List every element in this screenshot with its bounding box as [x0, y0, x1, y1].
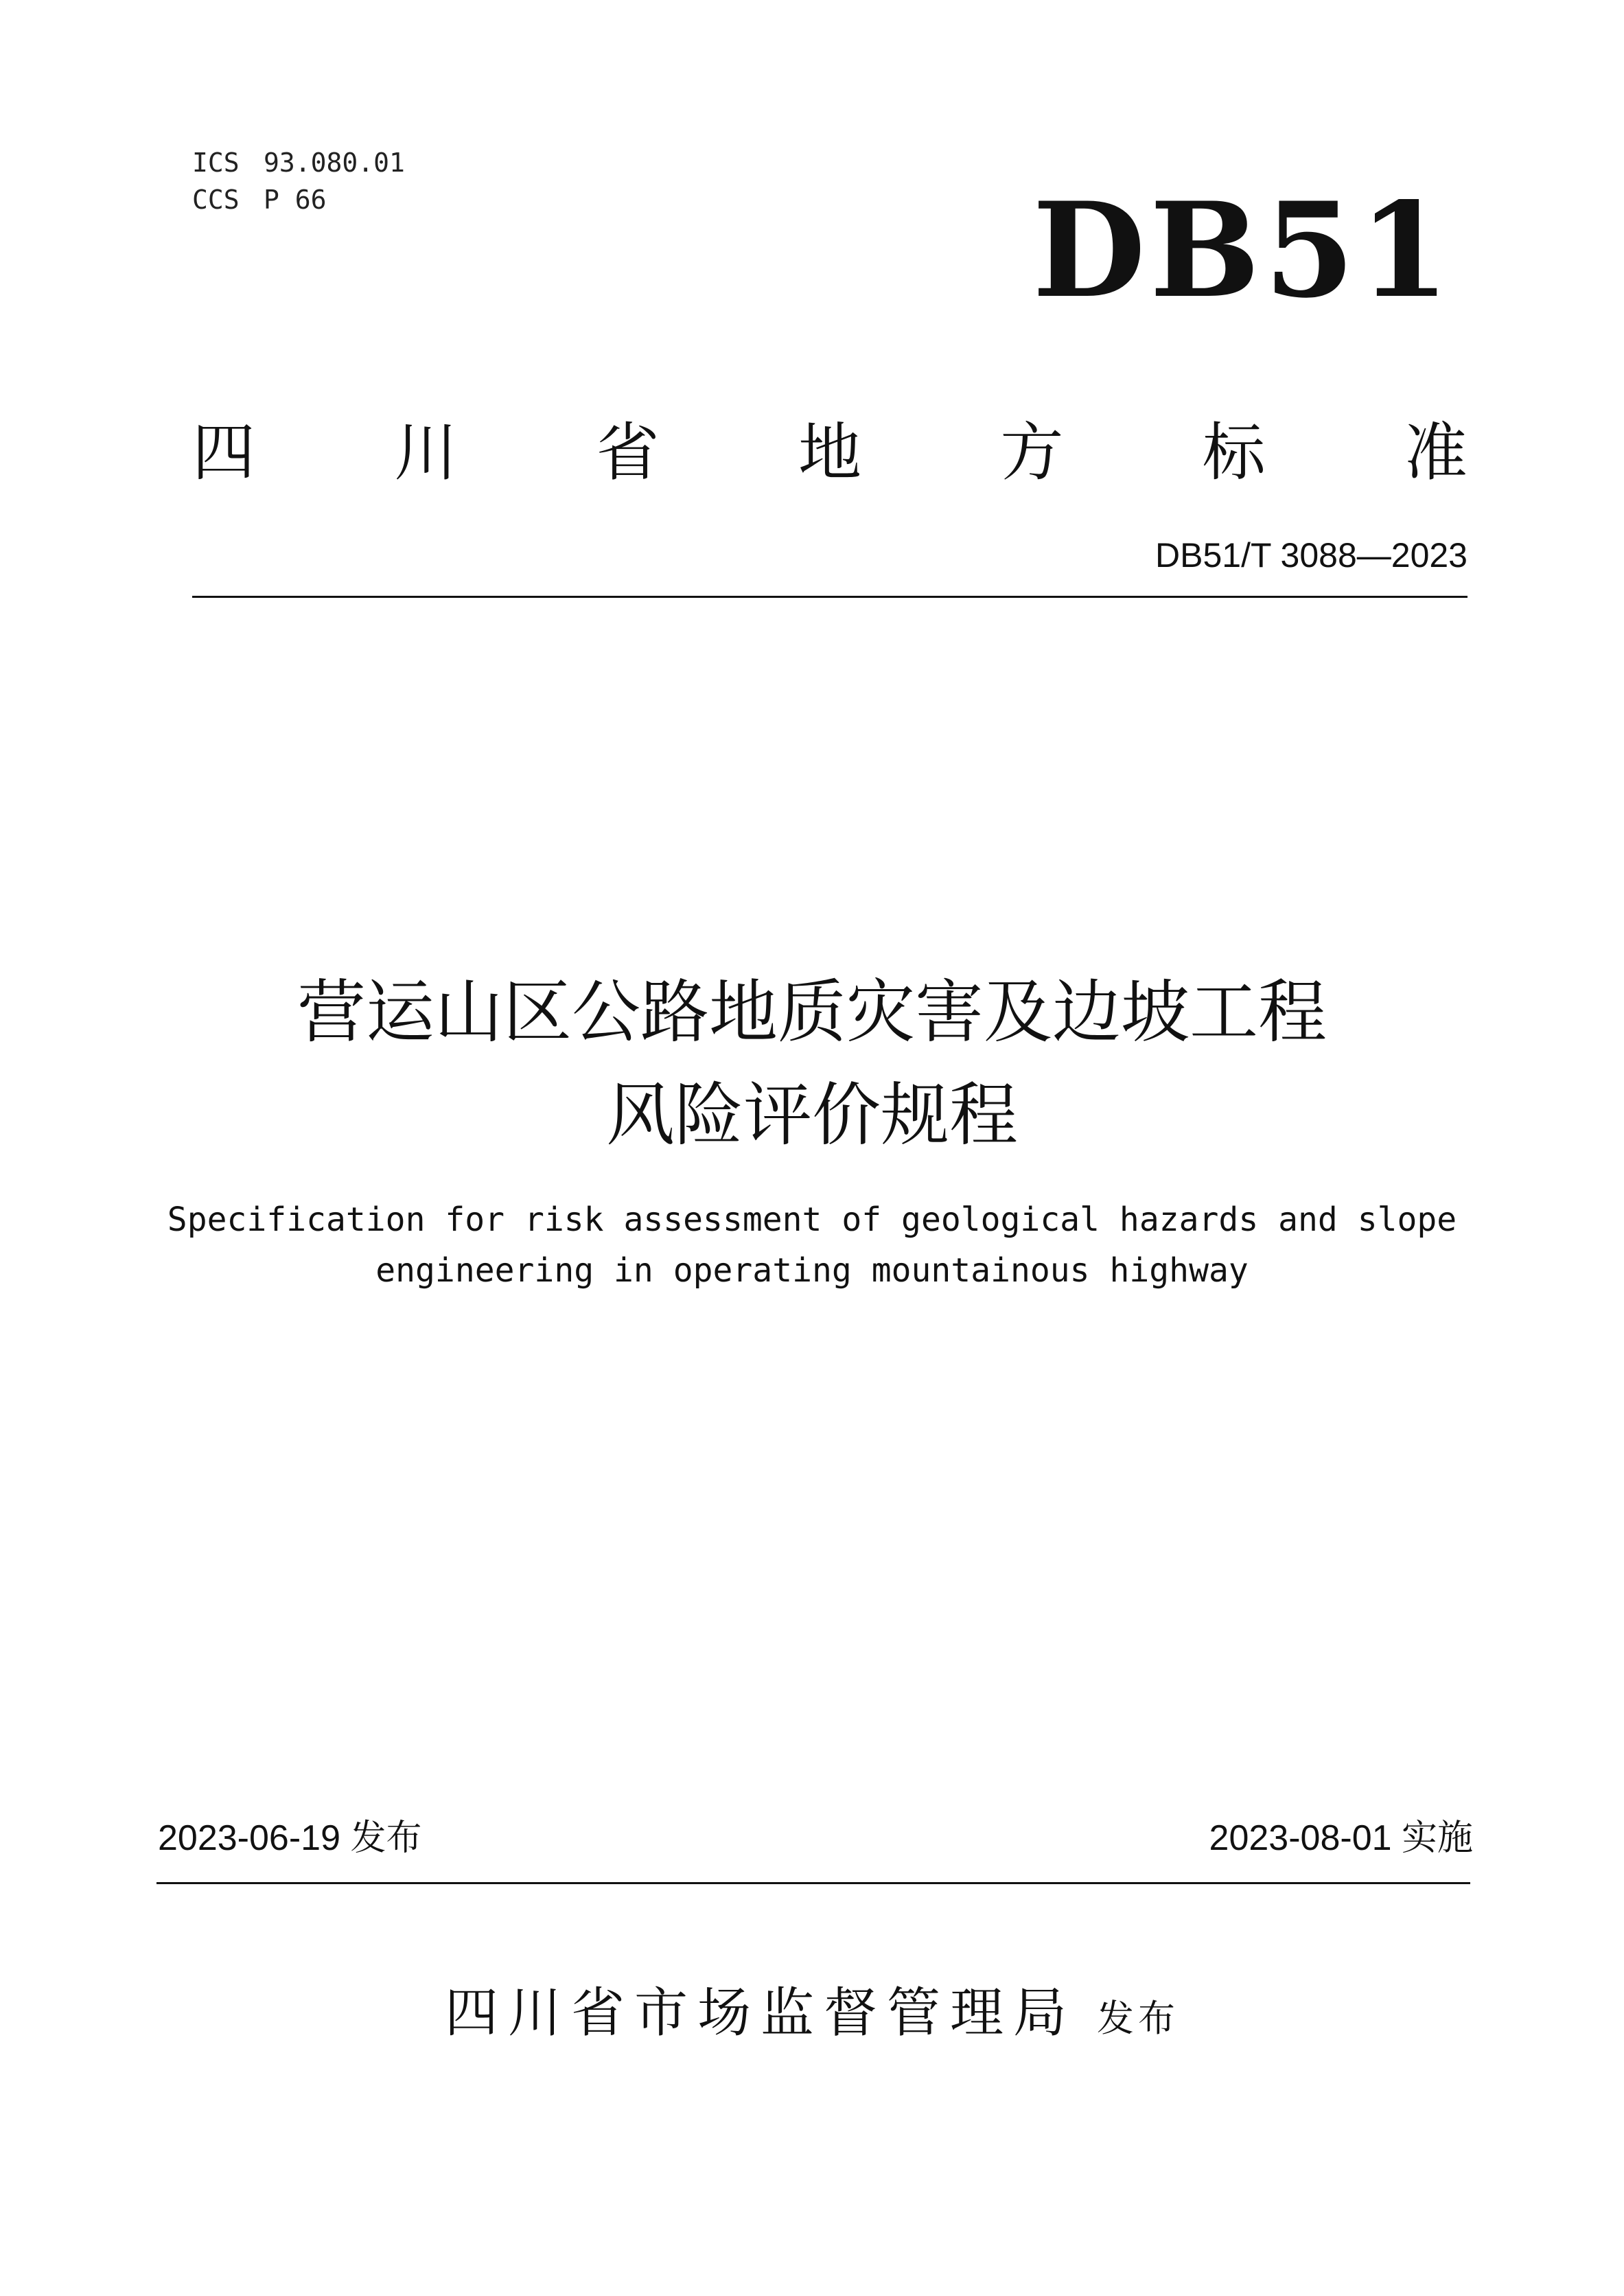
title-zh-line-2: 风险评价规程 [606, 1075, 1018, 1155]
issue-date: 2023-06-19 发布 [158, 1818, 422, 1858]
ccs-row [192, 181, 405, 218]
standard-mark: DB51 [1032, 174, 1454, 327]
standard-type-heading [192, 412, 1468, 494]
title-en-line-1: Specification for risk assessment of geological hazards and slope [167, 1201, 1457, 1239]
title-zh-line-1: 营运山区公路地质灾害及边坡工程 [297, 972, 1327, 1052]
ics-row [192, 144, 405, 181]
standard-type-char: 四 [192, 416, 256, 489]
ics-code: 93.080.01 [264, 148, 405, 178]
publisher-line [0, 1970, 1624, 2047]
standard-type-char: 准 [1404, 416, 1468, 489]
ccs-code: P 66 [264, 185, 327, 215]
header-divider [192, 596, 1468, 598]
footer-divider [156, 1882, 1470, 1884]
standard-type-char: 川 [394, 416, 458, 489]
publisher-suffix: 发布 [1097, 1997, 1179, 2040]
standard-type-char: 省 [596, 416, 660, 489]
title-en-line-2: engineering in operating mountainous highway [375, 1251, 1249, 1290]
title-english [0, 1194, 1624, 1296]
standard-type-char: 地 [798, 416, 861, 489]
publisher-organization: 四川省市场监督管理局 [444, 1982, 1076, 2044]
ccs-label: CCS [192, 185, 240, 215]
classification-codes [192, 144, 405, 218]
standard-number: DB51/T 3088—2023 [1155, 536, 1468, 575]
implementation-date: 2023-08-01 实施 [1209, 1818, 1473, 1858]
ics-label: ICS [192, 148, 240, 178]
title-chinese [0, 961, 1624, 1167]
standard-type-char: 标 [1202, 416, 1266, 489]
standard-type-char: 方 [1000, 416, 1064, 489]
